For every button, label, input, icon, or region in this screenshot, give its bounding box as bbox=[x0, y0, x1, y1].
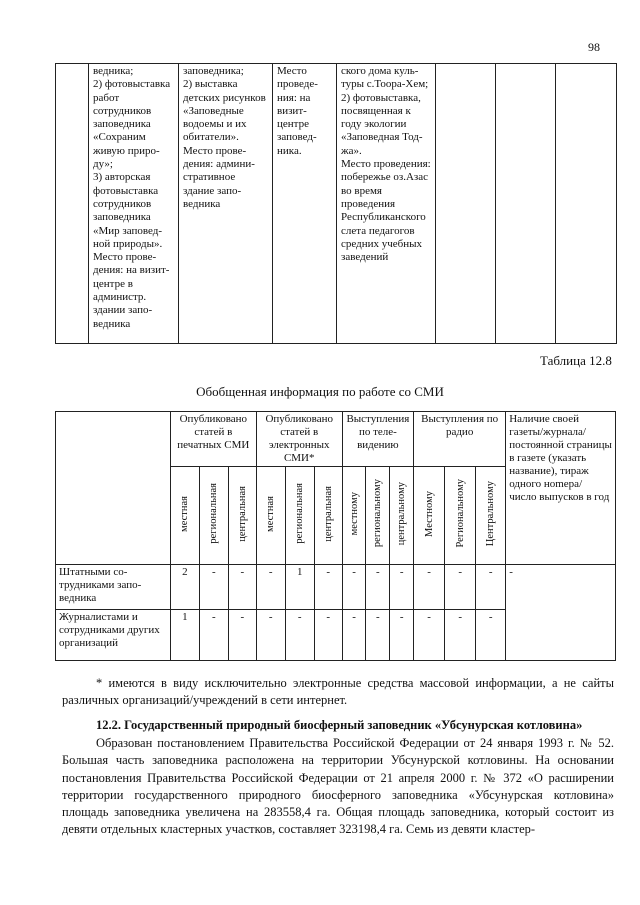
subheader-cell bbox=[342, 467, 366, 565]
footnote: * имеются в виду исключительно электронные средства массовой информации, а не сайты различных организаций/учреждений в сети интернет. bbox=[62, 676, 614, 707]
page-number: 98 bbox=[588, 40, 600, 54]
header-own-paper: Наличие своей газеты/журнала/ постоянной страницы в газете (указать название), тираж одного ноmера/ число выпусков в год bbox=[506, 412, 616, 565]
subheader-cell bbox=[256, 467, 285, 565]
row-label: Журналистами и сотрудниками других организаций bbox=[56, 610, 171, 661]
table-cell: ского дома культуры с.Тоора-Хем; 2) фотовыставка, посвященная к году экологии «Заповедная Тоджа». Место проведения: побережье оз.Азас во время проведения Республиканского слета педагогов средних учебных заведений bbox=[337, 64, 436, 344]
table-cell: - bbox=[256, 565, 285, 610]
table-cell: 1 bbox=[170, 610, 199, 661]
table-cell: - bbox=[366, 610, 390, 661]
table-cell: - bbox=[228, 610, 256, 661]
table-cell: заповедника; 2) выставка детских рисунков «Заповедные водоемы и их обитатели». Место проведения: административное здание заповедника bbox=[179, 64, 273, 344]
section-heading: 12.2. Государственный природный биосферный заповедник «Убсунурская котловина» bbox=[96, 718, 583, 732]
table-cell: 1 bbox=[285, 565, 314, 610]
table-cell: - bbox=[366, 565, 390, 610]
table-cell bbox=[56, 64, 89, 344]
table-cell: - bbox=[314, 610, 342, 661]
header-empty-cell bbox=[56, 412, 171, 565]
subheader-label: местному bbox=[348, 491, 360, 536]
table-row bbox=[56, 64, 617, 344]
table-cell: - bbox=[342, 565, 366, 610]
subheader-label: Местному bbox=[423, 490, 435, 537]
table-cell: - bbox=[285, 610, 314, 661]
subheader-cell bbox=[314, 467, 342, 565]
header-electronic: Опубликовано статей в электронных СМИ* bbox=[256, 412, 342, 467]
table-cell bbox=[436, 64, 496, 344]
table-cell: ведника; 2) фотовыставка работ сотрудников заповедника «Сохраним живую природу»; 3) авторская фотовыставка сотрудников заповедника «Мир заповедной природы». Место проведения: на визит-центре в администр. здании заповедника bbox=[89, 64, 179, 344]
subheader-cell bbox=[390, 467, 414, 565]
table-cell: - bbox=[476, 565, 506, 610]
table-cell: - bbox=[256, 610, 285, 661]
subheader-label: местная bbox=[265, 495, 277, 532]
table-cell bbox=[556, 64, 617, 344]
subheader-label: центральному bbox=[396, 481, 408, 546]
table-cell: - bbox=[390, 610, 414, 661]
smi-table bbox=[55, 411, 616, 661]
table-cell: - bbox=[506, 565, 616, 661]
body-paragraph: Образован постановлением Правительства Российской Федерации от 24 января 1993 г. № 52. Большая часть заповедника расположена на территории Убсунурской котловины. На основании постановления Правительства Российской Федерации от 21 апреля 2000 г. № 372 «О расширении территории государственного природного биосферного заповедника «Убсунурская котловина» площадь заповедника увеличена на 283558,4 га. Общая площадь заповедника, который состоит из девяти отдельных кластерных участков, составляет 323198,4 га. Семь из девяти кластер- bbox=[62, 736, 614, 837]
subheader-label: региональная bbox=[294, 483, 306, 544]
table-title: Обобщенная информация по работе со СМИ bbox=[196, 384, 444, 399]
subheader-cell bbox=[285, 467, 314, 565]
subheader-cell bbox=[228, 467, 256, 565]
header-radio: Выступления по радио bbox=[414, 412, 506, 467]
table-cell: - bbox=[228, 565, 256, 610]
subheader-label: региональному bbox=[372, 479, 384, 548]
subheader-cell bbox=[199, 467, 228, 565]
table-cell bbox=[496, 64, 556, 344]
table-cell: - bbox=[199, 610, 228, 661]
subheader-cell bbox=[445, 467, 476, 565]
continuation-table bbox=[55, 63, 617, 344]
table-cell: Место проведения: на визит-центре заповедника. bbox=[273, 64, 337, 344]
subheader-cell bbox=[476, 467, 506, 565]
subheader-label: местная bbox=[179, 495, 191, 532]
subheader-label: Региональному bbox=[454, 479, 466, 548]
table-cell: - bbox=[342, 610, 366, 661]
table-cell: - bbox=[414, 565, 445, 610]
subheader-cell bbox=[414, 467, 445, 565]
row-label: Штатными сотрудниками заповедника bbox=[56, 565, 171, 610]
subheader-label: Центральному bbox=[485, 480, 497, 547]
subheader-label: региональная bbox=[208, 483, 220, 544]
table-header-row bbox=[56, 412, 616, 467]
header-print: Опубликовано статей в печатных СМИ bbox=[170, 412, 256, 467]
table-cell: - bbox=[445, 610, 476, 661]
table-cell: - bbox=[390, 565, 414, 610]
subheader-cell bbox=[366, 467, 390, 565]
table-caption: Таблица 12.8 bbox=[540, 353, 612, 368]
header-tv: Выступления по телевидению bbox=[342, 412, 413, 467]
subheader-label: центральная bbox=[322, 485, 334, 542]
table-cell: - bbox=[445, 565, 476, 610]
table-cell: 2 bbox=[170, 565, 199, 610]
subheader-label: центральная bbox=[236, 485, 248, 542]
subheader-cell bbox=[170, 467, 199, 565]
table-row bbox=[56, 565, 616, 610]
table-cell: - bbox=[476, 610, 506, 661]
table-cell: - bbox=[199, 565, 228, 610]
table-cell: - bbox=[414, 610, 445, 661]
table-cell: - bbox=[314, 565, 342, 610]
